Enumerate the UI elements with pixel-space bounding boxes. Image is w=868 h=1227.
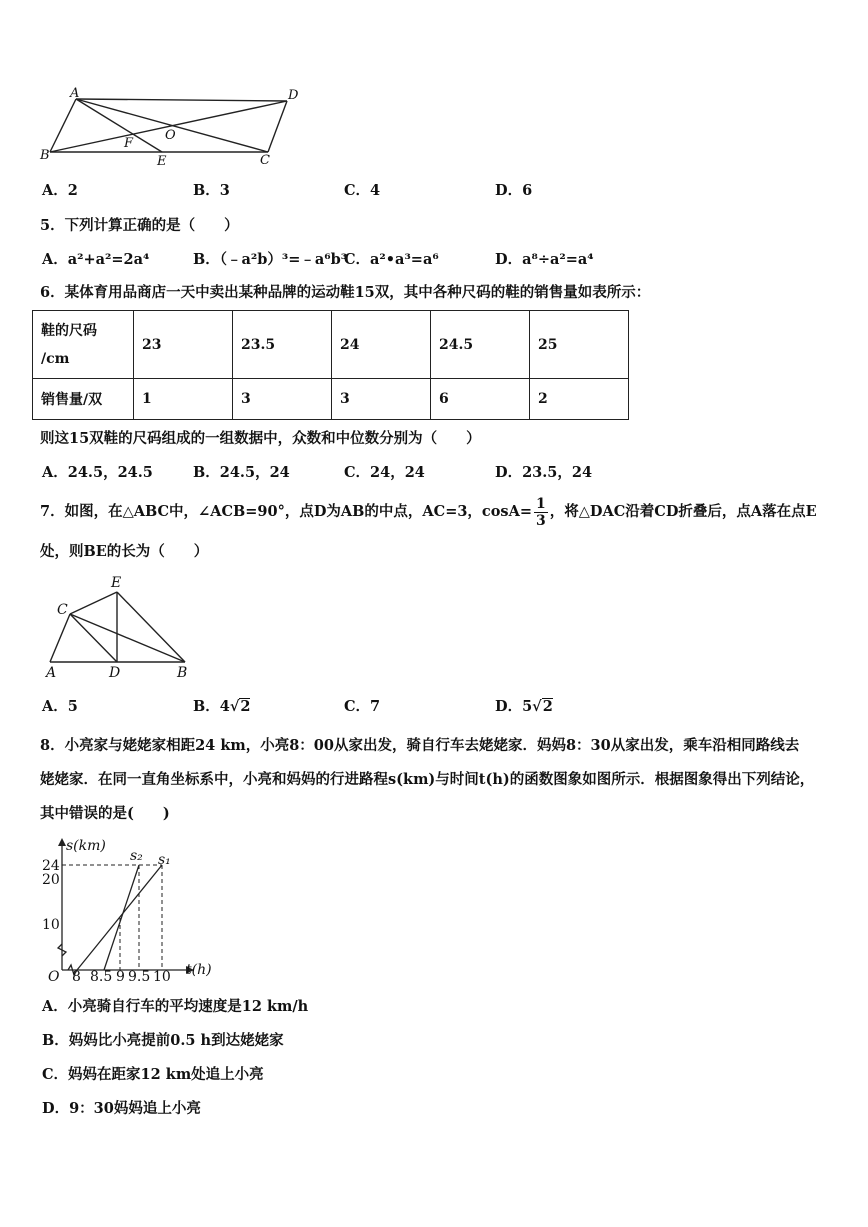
q4-option-d[interactable]: D．6	[495, 182, 533, 199]
q5-option-c[interactable]: C．a²•a³=a⁶	[344, 251, 439, 268]
table-row	[33, 311, 629, 379]
q6-question: 则这15双鞋的尺码组成的一组数据中，众数和中位数分别为（ ）	[40, 430, 481, 447]
fraction-denominator: 3	[536, 512, 546, 529]
x-tick-10: 10	[153, 969, 171, 985]
parallelogram-figure	[30, 84, 320, 174]
triangle-fold-figure	[40, 572, 200, 680]
y-axis-label: s(km)	[66, 838, 106, 854]
table-cell: 2	[530, 379, 629, 420]
size-header-label: 鞋的尺码	[41, 322, 97, 339]
q6-option-a[interactable]: A．24.5，24.5	[42, 464, 153, 481]
label-E: E	[157, 154, 167, 169]
q8-option-d[interactable]: D．9：30妈妈追上小亮	[42, 1100, 201, 1117]
table-cell: 23	[134, 311, 233, 379]
q7-stem-part2: ，将△DAC沿着CD折叠后，点A落在点E	[549, 503, 817, 520]
series-label-s2: s₂	[130, 848, 143, 864]
q7-stem-line1	[40, 492, 817, 532]
q8-stem-line2: 姥姥家．在同一直角坐标系中，小亮和妈妈的行进路程s(km)与时间t(h)的函数图象如图所示．根据图象得出下列结论，	[40, 771, 815, 788]
label-O: O	[165, 128, 176, 143]
table-cell: 23.5	[233, 311, 332, 379]
size-header-unit: /cm	[41, 350, 70, 367]
table-cell: 6	[431, 379, 530, 420]
q5-option-b[interactable]: B．（﹣a²b）³=﹣a⁶b³	[193, 251, 348, 268]
shoe-size-table	[32, 310, 629, 420]
label-B: B	[177, 665, 188, 680]
x-tick-8: 8	[72, 969, 81, 985]
label-D: D	[288, 88, 299, 103]
q7-option-a[interactable]: A．5	[42, 698, 78, 715]
sqrt-sign-icon: √	[229, 698, 240, 715]
q6-option-c[interactable]: C．24，24	[344, 464, 425, 481]
table-cell: 25	[530, 311, 629, 379]
y-tick-24: 24	[42, 858, 60, 874]
q6-option-d[interactable]: D．23.5，24	[495, 464, 593, 481]
label-E: E	[111, 575, 122, 591]
q7-stem-line2: 处，则BE的长为（ ）	[40, 543, 209, 560]
q6-option-b[interactable]: B．24.5，24	[193, 464, 290, 481]
q7-option-d[interactable]	[495, 697, 553, 717]
table-header-cell	[33, 311, 134, 379]
label-C: C	[57, 602, 68, 618]
sqrt-sign-icon: √	[532, 698, 542, 715]
q5-option-a[interactable]: A．a²+a²=2a⁴	[42, 251, 150, 268]
fraction-numerator: 1	[536, 495, 546, 512]
q6-stem: 6．某体育用品商店一天中卖出某种品牌的运动鞋15双，其中各种尺码的鞋的销售量如表所示：	[40, 284, 651, 301]
q7-option-b[interactable]	[193, 697, 250, 717]
q8-stem-line3: 其中错误的是( )	[40, 805, 170, 822]
series-label-s1: s₁	[158, 852, 171, 868]
q4-option-b[interactable]: B．3	[193, 182, 230, 199]
q7-option-b-radicand: 2	[240, 698, 251, 715]
table-cell: 3	[332, 379, 431, 420]
label-C: C	[260, 153, 270, 168]
origin-label: O	[48, 969, 60, 985]
q8-option-a[interactable]: A．小亮骑自行车的平均速度是12 km/h	[42, 998, 309, 1015]
table-header-cell: 销售量/双	[33, 379, 134, 420]
q7-option-c[interactable]: C．7	[344, 698, 381, 715]
q8-option-c[interactable]: C．妈妈在距家12 km处追上小亮	[42, 1066, 264, 1083]
x-tick-8-5: 8.5	[90, 969, 113, 985]
table-cell: 24	[332, 311, 431, 379]
q7-option-d-radicand: 2	[542, 698, 553, 715]
y-tick-20: 20	[42, 872, 60, 888]
y-tick-10: 10	[42, 917, 60, 933]
q7-stem-part1: 7．如图，在△ABC中，∠ACB=90°，点D为AB的中点，AC=3，cosA=	[40, 503, 533, 520]
q4-option-a[interactable]: A．2	[42, 182, 78, 199]
x-tick-9: 9	[116, 969, 125, 985]
fraction-one-third	[534, 496, 548, 529]
x-axis-label: t(h)	[186, 962, 212, 978]
distance-time-graph	[36, 836, 226, 986]
label-A: A	[70, 86, 80, 101]
label-B: B	[40, 148, 50, 163]
q8-stem-line1: 8．小亮家与姥姥家相距24 km，小亮8：00从家出发，骑自行车去姥姥家．妈妈8：30从家出发，乘车沿相同路线去	[40, 737, 800, 754]
q7-option-b-prefix: B．4	[193, 698, 230, 715]
q5-option-d[interactable]: D．a⁸÷a²=a⁴	[495, 251, 594, 268]
x-tick-9-5: 9.5	[128, 969, 151, 985]
label-D: D	[109, 665, 121, 680]
table-cell: 3	[233, 379, 332, 420]
label-F: F	[124, 136, 134, 151]
q5-stem: 5．下列计算正确的是（ ）	[40, 217, 239, 234]
table-cell: 1	[134, 379, 233, 420]
q7-option-d-prefix: D．5	[495, 698, 533, 715]
table-row	[33, 379, 629, 420]
table-cell: 24.5	[431, 311, 530, 379]
q4-option-c[interactable]: C．4	[344, 182, 381, 199]
q8-option-b[interactable]: B．妈妈比小亮提前0.5 h到达姥姥家	[42, 1032, 284, 1049]
label-A: A	[46, 665, 57, 680]
